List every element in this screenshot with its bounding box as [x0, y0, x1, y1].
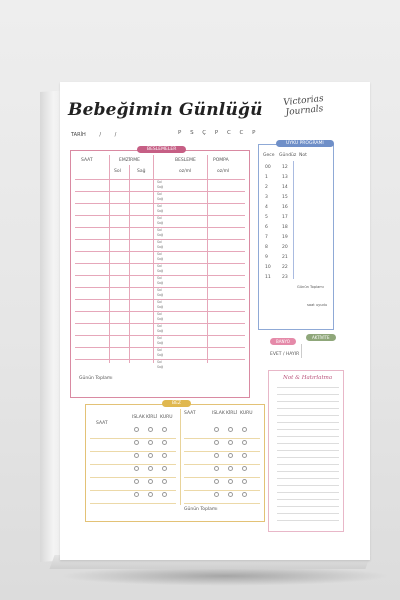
dirty-header-1: KİRLİ — [146, 415, 158, 420]
pad-edge — [40, 90, 62, 562]
dirty-header-2: KİRLİ — [226, 411, 238, 416]
row-right-label: Sağ — [157, 209, 163, 213]
wet-header-1: ISLAK — [132, 415, 145, 420]
date-slash-2: / — [114, 132, 117, 138]
note-line — [277, 520, 339, 521]
diaper-col-divider — [180, 409, 181, 505]
day-hour: 19 — [282, 235, 288, 240]
date-slash-1: / — [99, 132, 102, 138]
row-left-label: Sol — [157, 348, 162, 352]
row-right-label: Sağ — [157, 221, 163, 225]
sleep-daily-total: Günün Toplamı — [297, 285, 324, 289]
row-left-label: Sol — [157, 360, 162, 364]
day-hour: 16 — [282, 205, 288, 210]
wet-header-2: ISLAK — [212, 411, 225, 416]
row-left-label: Sol — [157, 336, 162, 340]
diaper-checkbox[interactable] — [242, 492, 247, 497]
row-left-label: Sol — [157, 264, 162, 268]
diaper-checkbox[interactable] — [228, 427, 233, 432]
diaper-row-line — [184, 451, 260, 452]
diaper-row-line — [90, 503, 176, 504]
left-breast-header: Sol — [114, 169, 121, 174]
pump-header: POMPA — [213, 158, 229, 163]
diaper-checkbox[interactable] — [228, 492, 233, 497]
diaper-row-line — [184, 503, 260, 504]
night-hour: 3 — [265, 195, 268, 200]
day-hour: 23 — [282, 275, 288, 280]
night-hour: 9 — [265, 255, 268, 260]
feed-col-divider — [207, 155, 208, 363]
bath-divider — [301, 344, 302, 358]
row-right-label: Sağ — [157, 341, 163, 345]
row-right-label: Sağ — [157, 353, 163, 357]
diaper-checkbox[interactable] — [134, 479, 139, 484]
night-header: Gece — [263, 153, 275, 158]
planner-sheet — [60, 82, 370, 560]
day-hour: 20 — [282, 245, 288, 250]
diaper-checkbox[interactable] — [214, 440, 219, 445]
row-right-label: Sağ — [157, 233, 163, 237]
night-hour: 10 — [265, 265, 271, 270]
diaper-checkbox[interactable] — [214, 466, 219, 471]
diaper-checkbox[interactable] — [242, 466, 247, 471]
feed-col-divider — [129, 165, 130, 363]
sleep-col-divider — [293, 161, 294, 279]
day-hour: 14 — [282, 185, 288, 190]
row-right-label: Sağ — [157, 305, 163, 309]
row-left-label: Sol — [157, 192, 162, 196]
diaper-checkbox[interactable] — [242, 453, 247, 458]
feeding-tag: BESLEMELER — [137, 146, 186, 153]
notes-title: Not & Hatırlatma — [283, 375, 333, 381]
diaper-checkbox[interactable] — [214, 492, 219, 497]
night-hour: 6 — [265, 225, 268, 230]
right-breast-header: Sağ — [137, 169, 146, 174]
bottle-header: BESLEME — [175, 158, 196, 163]
diaper-checkbox[interactable] — [148, 466, 153, 471]
row-left-label: Sol — [157, 252, 162, 256]
note-line — [277, 492, 339, 493]
diaper-checkbox[interactable] — [162, 492, 167, 497]
brand-logo: Victorias Journals — [282, 93, 325, 118]
note-line — [277, 478, 339, 479]
diaper-checkbox[interactable] — [214, 479, 219, 484]
diaper-checkbox[interactable] — [162, 427, 167, 432]
note-line — [277, 471, 339, 472]
night-hour: 1 — [265, 175, 268, 180]
night-hour: 7 — [265, 235, 268, 240]
diaper-checkbox[interactable] — [134, 466, 139, 471]
day-hour: 15 — [282, 195, 288, 200]
day-hour: 18 — [282, 225, 288, 230]
note-line — [277, 457, 339, 458]
hours-slept-label: saat uyudu — [307, 303, 328, 307]
row-right-label: Sağ — [157, 293, 163, 297]
clean-header-1: KURU — [160, 415, 173, 420]
diaper-checkbox[interactable] — [242, 440, 247, 445]
note-line — [277, 422, 339, 423]
diaper-checkbox[interactable] — [134, 440, 139, 445]
day-header: Gündüz — [279, 153, 297, 158]
activity-tag: AKTİVİTE — [306, 334, 336, 341]
night-hour: 00 — [265, 165, 271, 170]
note-line — [277, 499, 339, 500]
feed-col-divider — [153, 155, 154, 363]
day-hour: 17 — [282, 215, 288, 220]
row-left-label: Sol — [157, 312, 162, 316]
note-line — [277, 401, 339, 402]
feeding-daily-total: Günün Toplamı — [79, 376, 113, 381]
day-hour: 21 — [282, 255, 288, 260]
note-line — [277, 408, 339, 409]
note-line — [277, 513, 339, 514]
note-line — [277, 506, 339, 507]
diaper-checkbox[interactable] — [242, 479, 247, 484]
row-right-label: Sağ — [157, 257, 163, 261]
diaper-time-header-1: SAAT — [96, 421, 108, 426]
row-right-label: Sağ — [157, 329, 163, 333]
diaper-row-line — [90, 464, 176, 465]
diaper-row-line — [90, 451, 176, 452]
date-label: TARİH — [71, 132, 86, 138]
diaper-checkbox[interactable] — [242, 427, 247, 432]
row-left-label: Sol — [157, 324, 162, 328]
row-right-label: Sağ — [157, 185, 163, 189]
night-hour: 8 — [265, 245, 268, 250]
row-left-label: Sol — [157, 276, 162, 280]
diaper-checkbox[interactable] — [148, 479, 153, 484]
pad-shadow — [60, 566, 390, 586]
diaper-checkbox[interactable] — [134, 492, 139, 497]
diaper-checkbox[interactable] — [214, 453, 219, 458]
row-right-label: Sağ — [157, 197, 163, 201]
night-hour: 11 — [265, 275, 271, 280]
diaper-checkbox[interactable] — [148, 427, 153, 432]
bottle-unit: oz/ml — [179, 169, 192, 174]
diaper-time-header-2: SAAT — [184, 411, 196, 416]
feeding-time-header: SAAT — [81, 158, 93, 163]
diaper-tag: BEZ — [162, 400, 191, 407]
diaper-checkbox[interactable] — [228, 453, 233, 458]
bath-yes-no: EVET / HAYIR — [270, 352, 300, 357]
bath-tag: BANYO — [270, 338, 296, 345]
row-left-label: Sol — [157, 228, 162, 232]
day-hour: 12 — [282, 165, 288, 170]
row-left-label: Sol — [157, 288, 162, 292]
row-right-label: Sağ — [157, 281, 163, 285]
date-row — [71, 132, 116, 138]
feed-col-divider — [109, 155, 110, 363]
row-left-label: Sol — [157, 240, 162, 244]
night-hour: 4 — [265, 205, 268, 210]
diaper-row-line — [90, 438, 176, 439]
diaper-checkbox[interactable] — [228, 466, 233, 471]
diaper-checkbox[interactable] — [162, 466, 167, 471]
diaper-row-line — [184, 477, 260, 478]
diaper-row-line — [184, 438, 260, 439]
diaper-checkbox[interactable] — [228, 479, 233, 484]
diaper-checkbox[interactable] — [228, 440, 233, 445]
row-left-label: Sol — [157, 180, 162, 184]
feeding-panel — [70, 147, 250, 398]
note-header: Not — [299, 153, 307, 158]
note-line — [277, 436, 339, 437]
diaper-checkbox[interactable] — [148, 492, 153, 497]
note-line — [277, 464, 339, 465]
note-line — [277, 450, 339, 451]
clean-header-2: KURU — [240, 411, 253, 416]
diaper-checkbox[interactable] — [148, 453, 153, 458]
diaper-panel — [85, 401, 265, 522]
row-left-label: Sol — [157, 204, 162, 208]
day-hour: 13 — [282, 175, 288, 180]
sleep-tag: UYKU PROGRAMI — [276, 140, 334, 147]
night-hour: 2 — [265, 185, 268, 190]
row-left-label: Sol — [157, 216, 162, 220]
diaper-row-line — [184, 464, 260, 465]
diaper-row-line — [90, 477, 176, 478]
diaper-checkbox[interactable] — [162, 440, 167, 445]
breastfeeding-header: EMZİRME — [119, 158, 140, 163]
diaper-row-line — [90, 490, 176, 491]
row-right-label: Sağ — [157, 269, 163, 273]
notes-panel — [268, 370, 344, 532]
sleep-panel — [258, 141, 334, 330]
row-right-label: Sağ — [157, 317, 163, 321]
diaper-checkbox[interactable] — [214, 427, 219, 432]
diaper-checkbox[interactable] — [148, 440, 153, 445]
note-line — [277, 429, 339, 430]
note-line — [277, 485, 339, 486]
diaper-checkbox[interactable] — [162, 453, 167, 458]
weekday-selector: P S Ç P C C P — [178, 130, 259, 136]
note-line — [277, 415, 339, 416]
row-right-label: Sağ — [157, 245, 163, 249]
diaper-checkbox[interactable] — [134, 427, 139, 432]
row-left-label: Sol — [157, 300, 162, 304]
planner-title: Bebeğimin Günlüğü — [68, 100, 263, 120]
diaper-checkbox[interactable] — [134, 453, 139, 458]
diaper-daily-total: Günün Toplamı — [184, 507, 218, 512]
diaper-row-line — [184, 490, 260, 491]
note-line — [277, 394, 339, 395]
pump-unit: oz/ml — [217, 169, 230, 174]
row-right-label: Sağ — [157, 365, 163, 369]
note-line — [277, 443, 339, 444]
night-hour: 5 — [265, 215, 268, 220]
day-hour: 22 — [282, 265, 288, 270]
note-line — [277, 387, 339, 388]
diaper-checkbox[interactable] — [162, 479, 167, 484]
